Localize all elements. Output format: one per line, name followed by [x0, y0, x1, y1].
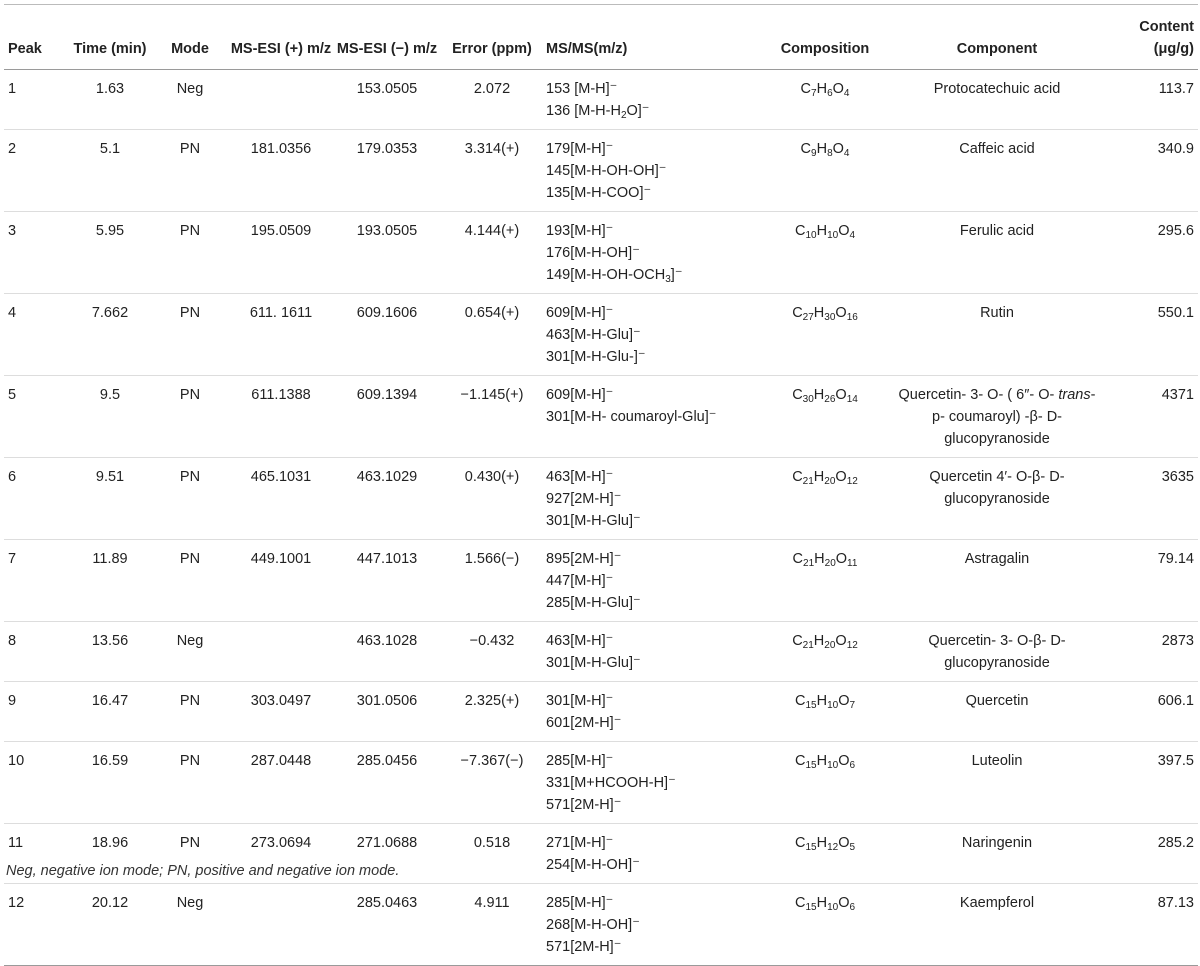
cell-ms-pos [228, 130, 334, 212]
time-value: 13.56 [91, 633, 129, 649]
msms-fragment: 331[M+HCOOH-H]⁻ [546, 775, 676, 791]
ms-neg-value: 285.0463 [356, 895, 418, 911]
cell-component [894, 294, 1100, 376]
cell-content [1100, 540, 1198, 622]
error-value: 1.566(−) [464, 551, 520, 567]
cell-msms [544, 824, 756, 884]
header-time: Time (min) [68, 5, 152, 70]
cell-mode [152, 130, 228, 212]
cell-mode [152, 458, 228, 540]
content-value: 285.2 [1157, 835, 1194, 851]
cell-time [68, 884, 152, 966]
content-value: 4371 [1161, 387, 1194, 403]
cell-error [440, 824, 544, 884]
msms-fragment: 463[M-H-Glu]⁻ [546, 327, 641, 343]
ms-pos-value: 195.0509 [250, 223, 312, 239]
cell-component [894, 742, 1100, 824]
cell-content [1100, 742, 1198, 824]
msms-fragment: 609[M-H]⁻ [546, 305, 614, 321]
content-value: 295.6 [1157, 223, 1194, 239]
msms-fragment: 145[M-H-OH-OH]⁻ [546, 163, 667, 179]
cell-component [894, 824, 1100, 884]
cell-content [1100, 294, 1198, 376]
cell-ms-neg [334, 294, 440, 376]
error-value: 0.518 [473, 835, 511, 851]
msms-fragment: 153 [M-H]⁻ [546, 81, 618, 97]
cell-msms [544, 682, 756, 742]
cell-content [1100, 682, 1198, 742]
cell-ms-pos [228, 742, 334, 824]
peak-value: 4 [8, 305, 17, 321]
header-msms: MS/MS(m/z) [544, 5, 756, 70]
mode-value: PN [179, 223, 201, 239]
cell-composition [756, 742, 894, 824]
table-row [4, 884, 1198, 966]
cell-ms-pos [228, 540, 334, 622]
cell-msms [544, 884, 756, 966]
msms-fragment: 136 $[M-H-H_2O]^-$ [546, 103, 650, 121]
ms-pos-value: 181.0356 [250, 141, 312, 157]
composition-value: $C_{21}H_{20}O_{11}$ [792, 551, 858, 569]
cell-msms [544, 212, 756, 294]
cell-content [1100, 824, 1198, 884]
msms-fragment: 179[M-H]⁻ [546, 141, 614, 157]
ms-neg-value: 301.0506 [356, 693, 418, 709]
cell-ms-pos [228, 376, 334, 458]
cell-ms-neg [334, 884, 440, 966]
cell-ms-pos [228, 682, 334, 742]
error-value: −7.367(−) [460, 753, 524, 769]
composition-value: $C_{15}H_{10}O_6$ [794, 753, 856, 771]
cell-msms [544, 540, 756, 622]
cell-error [440, 742, 544, 824]
header-mode: Mode [152, 5, 228, 70]
cell-component [894, 130, 1100, 212]
peak-value: 7 [8, 551, 17, 567]
cell-peak [4, 376, 68, 458]
cell-error [440, 884, 544, 966]
ms-neg-value: 271.0688 [356, 835, 418, 851]
msms-fragment: 927[2M-H]⁻ [546, 491, 622, 507]
cell-time [68, 622, 152, 682]
mode-value: PN [179, 551, 201, 567]
component-value: Protocatechuic acid [933, 81, 1061, 97]
cell-msms [544, 130, 756, 212]
table-row [4, 742, 1198, 824]
msms-fragment: 301[M-H-Glu]⁻ [546, 513, 641, 529]
cell-time [68, 458, 152, 540]
error-value: 0.430(+) [464, 469, 520, 485]
cell-msms [544, 294, 756, 376]
content-value: 397.5 [1157, 753, 1194, 769]
msms-fragment: 609[M-H]⁻ [546, 387, 614, 403]
ms-pos-value: 449.1001 [250, 551, 312, 567]
composition-value: $C_{21}H_{20}O_{12}$ [792, 469, 858, 487]
cell-peak [4, 70, 68, 130]
time-value: 5.95 [95, 223, 125, 239]
table-row [4, 294, 1198, 376]
cell-error [440, 212, 544, 294]
component-value: Ferulic acid [959, 223, 1035, 239]
peak-value: 9 [8, 693, 17, 709]
header-ms-neg: MS-ESI (−) m/z [334, 5, 440, 70]
msms-fragment: 447[M-H]⁻ [546, 573, 614, 589]
msms-fragment: 463[M-H]⁻ [546, 633, 614, 649]
cell-ms-pos [228, 884, 334, 966]
time-value: 16.59 [91, 753, 129, 769]
msms-fragment: 176[M-H-OH]⁻ [546, 245, 640, 261]
msms-fragment: 463[M-H]⁻ [546, 469, 614, 485]
msms-fragment: 571[2M-H]⁻ [546, 939, 622, 955]
cell-content [1100, 130, 1198, 212]
cell-error [440, 376, 544, 458]
cell-peak [4, 622, 68, 682]
cell-error [440, 458, 544, 540]
error-value: 4.911 [474, 895, 510, 911]
ms-pos-value: 611. 1611 [249, 305, 313, 321]
component-value: Naringenin [961, 835, 1033, 851]
cell-time [68, 130, 152, 212]
cell-ms-neg [334, 376, 440, 458]
component-value: Quercetin 4′- O-β- D- glucopyranoside [929, 469, 1065, 507]
table-row [4, 458, 1198, 540]
header-peak: Peak [4, 5, 68, 70]
ms-pos-value: 273.0694 [250, 835, 312, 851]
cell-mode [152, 294, 228, 376]
mode-value: PN [179, 387, 201, 403]
peak-value: 1 [8, 81, 17, 97]
cell-time [68, 742, 152, 824]
cell-component [894, 540, 1100, 622]
table-row [4, 682, 1198, 742]
cell-component [894, 376, 1100, 458]
cell-ms-neg [334, 622, 440, 682]
cell-content [1100, 70, 1198, 130]
mode-value: PN [179, 469, 201, 485]
msms-fragment: $149[M-H-OH-OCH_3]^-$ [546, 267, 683, 285]
component-value: Astragalin [964, 551, 1030, 567]
cell-content [1100, 622, 1198, 682]
msms-fragment: 285[M-H]⁻ [546, 753, 614, 769]
ms-pos-value: 611.1388 [251, 387, 311, 403]
cell-ms-neg [334, 70, 440, 130]
peak-value: 10 [8, 753, 25, 769]
cell-composition [756, 540, 894, 622]
cell-component [894, 622, 1100, 682]
msms-fragment: 268[M-H-OH]⁻ [546, 917, 640, 933]
cell-error [440, 294, 544, 376]
mode-value: PN [179, 835, 201, 851]
cell-time [68, 540, 152, 622]
cell-mode [152, 540, 228, 622]
component-value: Quercetin- 3- O-β- D- glucopyranoside [928, 633, 1066, 671]
cell-error [440, 622, 544, 682]
cell-error [440, 130, 544, 212]
cell-msms [544, 376, 756, 458]
mode-value: Neg [176, 81, 204, 97]
cell-ms-pos [228, 294, 334, 376]
error-value: 3.314(+) [464, 141, 520, 157]
error-value: −1.145(+) [460, 387, 524, 403]
ms-neg-value: 463.1028 [356, 633, 418, 649]
msms-fragment: 895[2M-H]⁻ [546, 551, 622, 567]
time-value: 11.89 [92, 551, 128, 567]
cell-content [1100, 458, 1198, 540]
table-row [4, 212, 1198, 294]
content-value: 2873 [1161, 633, 1194, 649]
table-row [4, 376, 1198, 458]
cell-peak [4, 884, 68, 966]
ms-pos-value: 287.0448 [250, 753, 312, 769]
cell-ms-pos [228, 212, 334, 294]
header-component: Component [894, 5, 1100, 70]
ms-pos-value: 465.1031 [250, 469, 312, 485]
error-value: 4.144(+) [464, 223, 520, 239]
cell-component [894, 212, 1100, 294]
cell-composition [756, 622, 894, 682]
composition-value: $C_{15}H_{10}O_6$ [794, 895, 856, 913]
cell-error [440, 70, 544, 130]
header-composition: Composition [756, 5, 894, 70]
cell-ms-neg [334, 212, 440, 294]
error-value: 0.654(+) [464, 305, 520, 321]
msms-fragment: 254[M-H-OH]⁻ [546, 857, 640, 873]
cell-content [1100, 884, 1198, 966]
cell-composition [756, 884, 894, 966]
error-value: −0.432 [469, 633, 515, 649]
cell-time [68, 376, 152, 458]
peak-value: 6 [8, 469, 17, 485]
peak-value: 12 [8, 895, 25, 911]
cell-ms-pos [228, 458, 334, 540]
msms-fragment: 301[M-H-Glu]⁻ [546, 655, 641, 671]
mode-value: Neg [176, 895, 204, 911]
cell-msms [544, 742, 756, 824]
table-row [4, 540, 1198, 622]
cell-content [1100, 212, 1198, 294]
cell-error [440, 682, 544, 742]
error-value: 2.072 [473, 81, 511, 97]
cell-composition [756, 294, 894, 376]
cell-mode [152, 376, 228, 458]
content-value: 550.1 [1157, 305, 1194, 321]
composition-value: $C_{10}H_{10}O_4$ [794, 223, 856, 241]
cell-composition [756, 824, 894, 884]
cell-mode [152, 212, 228, 294]
content-value: 87.13 [1157, 895, 1194, 911]
time-value: 1.63 [95, 81, 125, 97]
content-value: 340.9 [1157, 141, 1194, 157]
composition-value: $C_{15}H_{12}O_5$ [794, 835, 856, 853]
composition-value: $C_{15}H_{10}O_7$ [794, 693, 856, 711]
composition-value: $C_7H_6O_4$ [800, 81, 850, 99]
data-table [4, 4, 1198, 966]
cell-composition [756, 682, 894, 742]
cell-ms-neg [334, 682, 440, 742]
component-value: Luteolin [971, 753, 1023, 769]
ms-neg-value: 609.1394 [356, 387, 418, 403]
table-row [4, 70, 1198, 130]
cell-composition [756, 130, 894, 212]
ms-neg-value: 193.0505 [356, 223, 418, 239]
cell-ms-neg [334, 742, 440, 824]
header-content: Content (μg/g) [1100, 5, 1198, 70]
table-body [4, 70, 1198, 966]
table-footnote: Neg, negative ion mode; PN, positive and negative ion mode. [6, 863, 400, 879]
header-row [4, 5, 1198, 70]
cell-peak [4, 458, 68, 540]
cell-mode [152, 742, 228, 824]
mode-value: PN [179, 753, 201, 769]
peak-value: 11 [8, 835, 24, 851]
cell-time [68, 70, 152, 130]
composition-value: $C_{30}H_{26}O_{14}$ [792, 387, 858, 405]
cell-composition [756, 70, 894, 130]
composition-value: $C_9H_8O_4$ [800, 141, 850, 159]
time-value: 16.47 [91, 693, 129, 709]
cell-component [894, 682, 1100, 742]
component-value: Rutin [980, 305, 1014, 321]
cell-peak [4, 682, 68, 742]
cell-mode [152, 70, 228, 130]
cell-ms-neg [334, 458, 440, 540]
cell-ms-neg [334, 130, 440, 212]
peak-value: 5 [8, 387, 17, 403]
ms-neg-value: 463.1029 [356, 469, 418, 485]
peak-value: 3 [8, 223, 17, 239]
mode-value: Neg [176, 633, 204, 649]
content-value: 606.1 [1157, 693, 1194, 709]
error-value: 2.325(+) [464, 693, 520, 709]
ms-neg-value: 609.1606 [356, 305, 418, 321]
msms-fragment: 193[M-H]⁻ [546, 223, 614, 239]
time-value: 18.96 [91, 835, 129, 851]
ms-pos-value: 303.0497 [250, 693, 312, 709]
cell-error [440, 540, 544, 622]
table-row [4, 130, 1198, 212]
time-value: 20.12 [91, 895, 129, 911]
mode-value: PN [179, 305, 201, 321]
cell-ms-pos [228, 70, 334, 130]
cell-time [68, 682, 152, 742]
time-value: 7.662 [91, 305, 129, 321]
cell-content [1100, 376, 1198, 458]
cell-component [894, 458, 1100, 540]
cell-composition [756, 458, 894, 540]
cell-peak [4, 540, 68, 622]
table-row [4, 622, 1198, 682]
mode-value: PN [179, 693, 201, 709]
time-value: 5.1 [99, 141, 121, 157]
msms-fragment: 601[2M-H]⁻ [546, 715, 622, 731]
ms-neg-value: 285.0456 [356, 753, 418, 769]
cell-peak [4, 212, 68, 294]
cell-msms [544, 622, 756, 682]
ms-neg-value: 447.1013 [356, 551, 418, 567]
cell-mode [152, 622, 228, 682]
ms-neg-value: 179.0353 [356, 141, 418, 157]
header-ms-pos: MS-ESI (+) m/z [228, 5, 334, 70]
content-value: 79.14 [1157, 551, 1194, 567]
cell-time [68, 294, 152, 376]
msms-fragment: 301[M-H]⁻ [546, 693, 614, 709]
msms-fragment: 285[M-H-Glu]⁻ [546, 595, 641, 611]
mode-value: PN [179, 141, 201, 157]
content-value: 3635 [1161, 469, 1194, 485]
component-value: Quercetin [965, 693, 1029, 709]
time-value: 9.5 [99, 387, 121, 403]
cell-ms-neg [334, 540, 440, 622]
msms-fragment: 301[M-H-Glu-]⁻ [546, 349, 646, 365]
ms-neg-value: 153.0505 [356, 81, 418, 97]
cell-mode [152, 682, 228, 742]
cell-ms-pos [228, 622, 334, 682]
cell-msms [544, 70, 756, 130]
composition-value: $C_{27}H_{30}O_{16}$ [792, 305, 858, 323]
cell-peak [4, 742, 68, 824]
cell-component [894, 884, 1100, 966]
component-value: Kaempferol [959, 895, 1035, 911]
peak-value: 2 [8, 141, 17, 157]
cell-mode [152, 884, 228, 966]
msms-fragment: 571[2M-H]⁻ [546, 797, 622, 813]
msms-fragment: 135[M-H-COO]⁻ [546, 185, 652, 201]
time-value: 9.51 [95, 469, 125, 485]
component-value: Caffeic acid [959, 141, 1035, 157]
cell-peak [4, 294, 68, 376]
header-error: Error (ppm) [440, 5, 544, 70]
cell-peak [4, 130, 68, 212]
cell-composition [756, 376, 894, 458]
peak-value: 8 [8, 633, 17, 649]
msms-fragment: 285[M-H]⁻ [546, 895, 614, 911]
component-value: Quercetin- 3- O- ( 6″- O- trans- p- coumaroyl) -β- D- glucopyranoside [898, 387, 1096, 447]
content-value: 113.7 [1158, 81, 1194, 97]
msms-fragment: 301[M-H- coumaroyl-Glu]⁻ [546, 409, 717, 425]
cell-time [68, 212, 152, 294]
msms-fragment: 271[M-H]⁻ [546, 835, 614, 851]
composition-value: $C_{21}H_{20}O_{12}$ [792, 633, 858, 651]
cell-composition [756, 212, 894, 294]
cell-msms [544, 458, 756, 540]
cell-component [894, 70, 1100, 130]
